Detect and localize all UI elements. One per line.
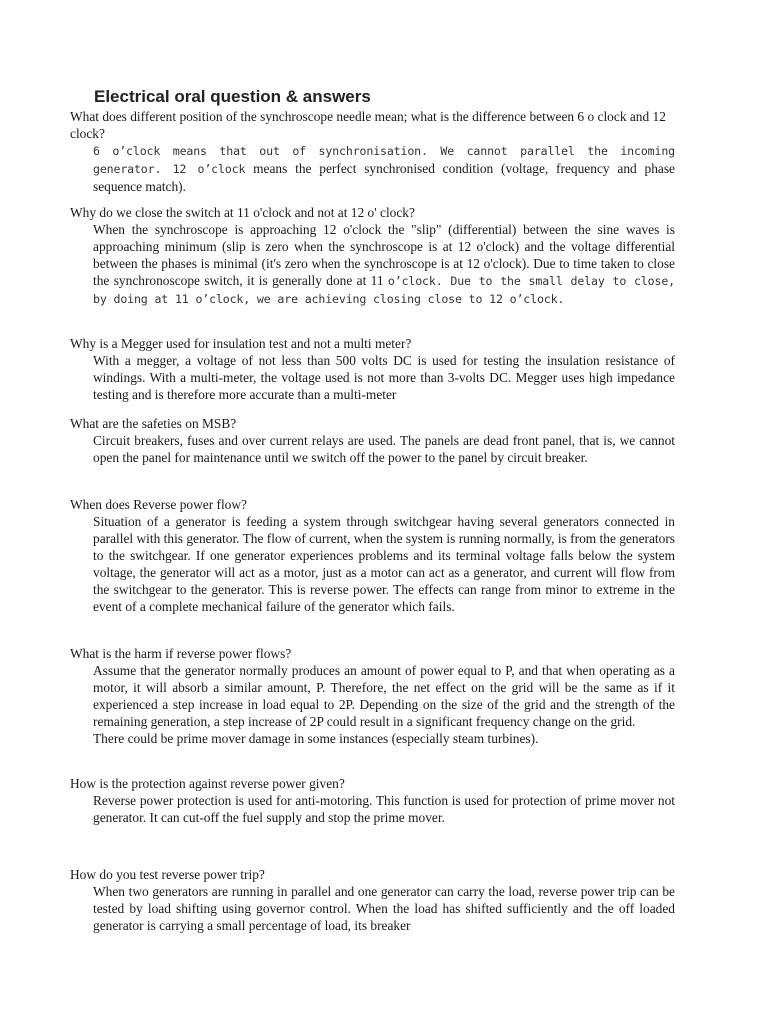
qa-item-reverse-power-protection	[70, 775, 675, 826]
answer: Reverse power protection is used for anti-motoring. This function is used for protection of prime mover not generator. It can cut-off the fuel supply and stop the prime mover.	[93, 793, 675, 825]
qa-item-reverse-power-flow	[70, 496, 675, 615]
answer-text: When the synchroscope is approaching 12 o'clock the "slip" (differential) between the sine waves is approaching minimum (slip is zero when the synchroscope is at 12 o'clock) and the voltage differential between the phases is minimal (it's zero when the synchroscope is at 12 o'clock). Due to time taken to close the synchronoscope switch, it is generally done at 11	[93, 222, 675, 288]
question: What is the harm if reverse power flows?	[70, 646, 292, 661]
question: Why is a Megger used for insulation test and not a multi meter?	[70, 336, 412, 351]
answer-paragraph: There could be prime mover damage in some instances (especially steam turbines).	[93, 731, 539, 746]
answer-mono-text: 6 o’clock means that out of synchronisation. We cannot parallel the incoming generator. 12 o’clock	[93, 144, 675, 176]
question: Why do we close the switch at 11 o'clock and not at 12 o' clock?	[70, 205, 415, 220]
answer	[70, 221, 675, 308]
question: How is the protection against reverse power given?	[70, 776, 345, 791]
answer	[70, 142, 675, 195]
qa-item-close-at-11	[70, 204, 675, 308]
answer: With a megger, a voltage of not less than 500 volts DC is used for testing the insulation resistance of windings. With a multi-meter, the voltage used is not more than 3-volts DC. Megger uses high impedance testing and is therefore more accurate than a multi-meter	[93, 353, 675, 402]
qa-item-megger	[70, 335, 675, 403]
qa-item-msb-safeties	[70, 415, 675, 466]
qa-item-synchroscope-positions	[70, 108, 675, 195]
question: When does Reverse power flow?	[70, 497, 247, 512]
answer	[70, 662, 675, 747]
qa-item-reverse-power-trip-test	[70, 866, 675, 934]
question: How do you test reverse power trip?	[70, 867, 265, 882]
question: What are the safeties on MSB?	[70, 416, 237, 431]
answer: Situation of a generator is feeding a system through switchgear having several generators connected in parallel with this generator. The flow of current, when the system is running normally, is from the generators to the switchgear. If one generator experiences problems and its terminal voltage falls below the system voltage, the generator will act as a motor, just as a motor can act as a generator, and current will flow from the switchgear to the generator. This is reverse power. The effects can range from minor to extreme in the event of a complete mechanical failure of the generator which fails.	[93, 514, 675, 614]
qa-item-reverse-power-harm	[70, 645, 675, 747]
answer: Circuit breakers, fuses and over current relays are used. The panels are dead front panel, that is, we cannot open the panel for maintenance until we switch off the power to the panel by circuit breaker.	[93, 433, 675, 465]
question: What does different position of the synchroscope needle mean; what is the difference between 6 o clock and 12 clock?	[70, 109, 666, 141]
answer-text: means the perfect synchronised condition (voltage, frequency and phase sequence match).	[93, 161, 675, 194]
answer: When two generators are running in parallel and one generator can carry the load, reverse power trip can be tested by load shifting using governor control. When the load has shifted sufficiently and the off loaded generator is carrying a small percentage of load, its breaker	[93, 884, 675, 933]
answer-paragraph: Assume that the generator normally produces an amount of power equal to P, and that when operating as a motor, it will absorb a similar amount, P. Therefore, the net effect on the grid will be the same as if it experienced a step increase in load equal to 2P. Depending on the size of the grid and the strength of the remaining generation, a step increase of 2P could result in a significant frequency change on the grid.	[93, 663, 675, 729]
answer-mono-text: o’clock. Due to the small delay to close, by doing at 11 o’clock, we are achieving closing close to 12 o’clock.	[93, 274, 675, 306]
document-title: Electrical oral question & answers	[94, 87, 371, 106]
